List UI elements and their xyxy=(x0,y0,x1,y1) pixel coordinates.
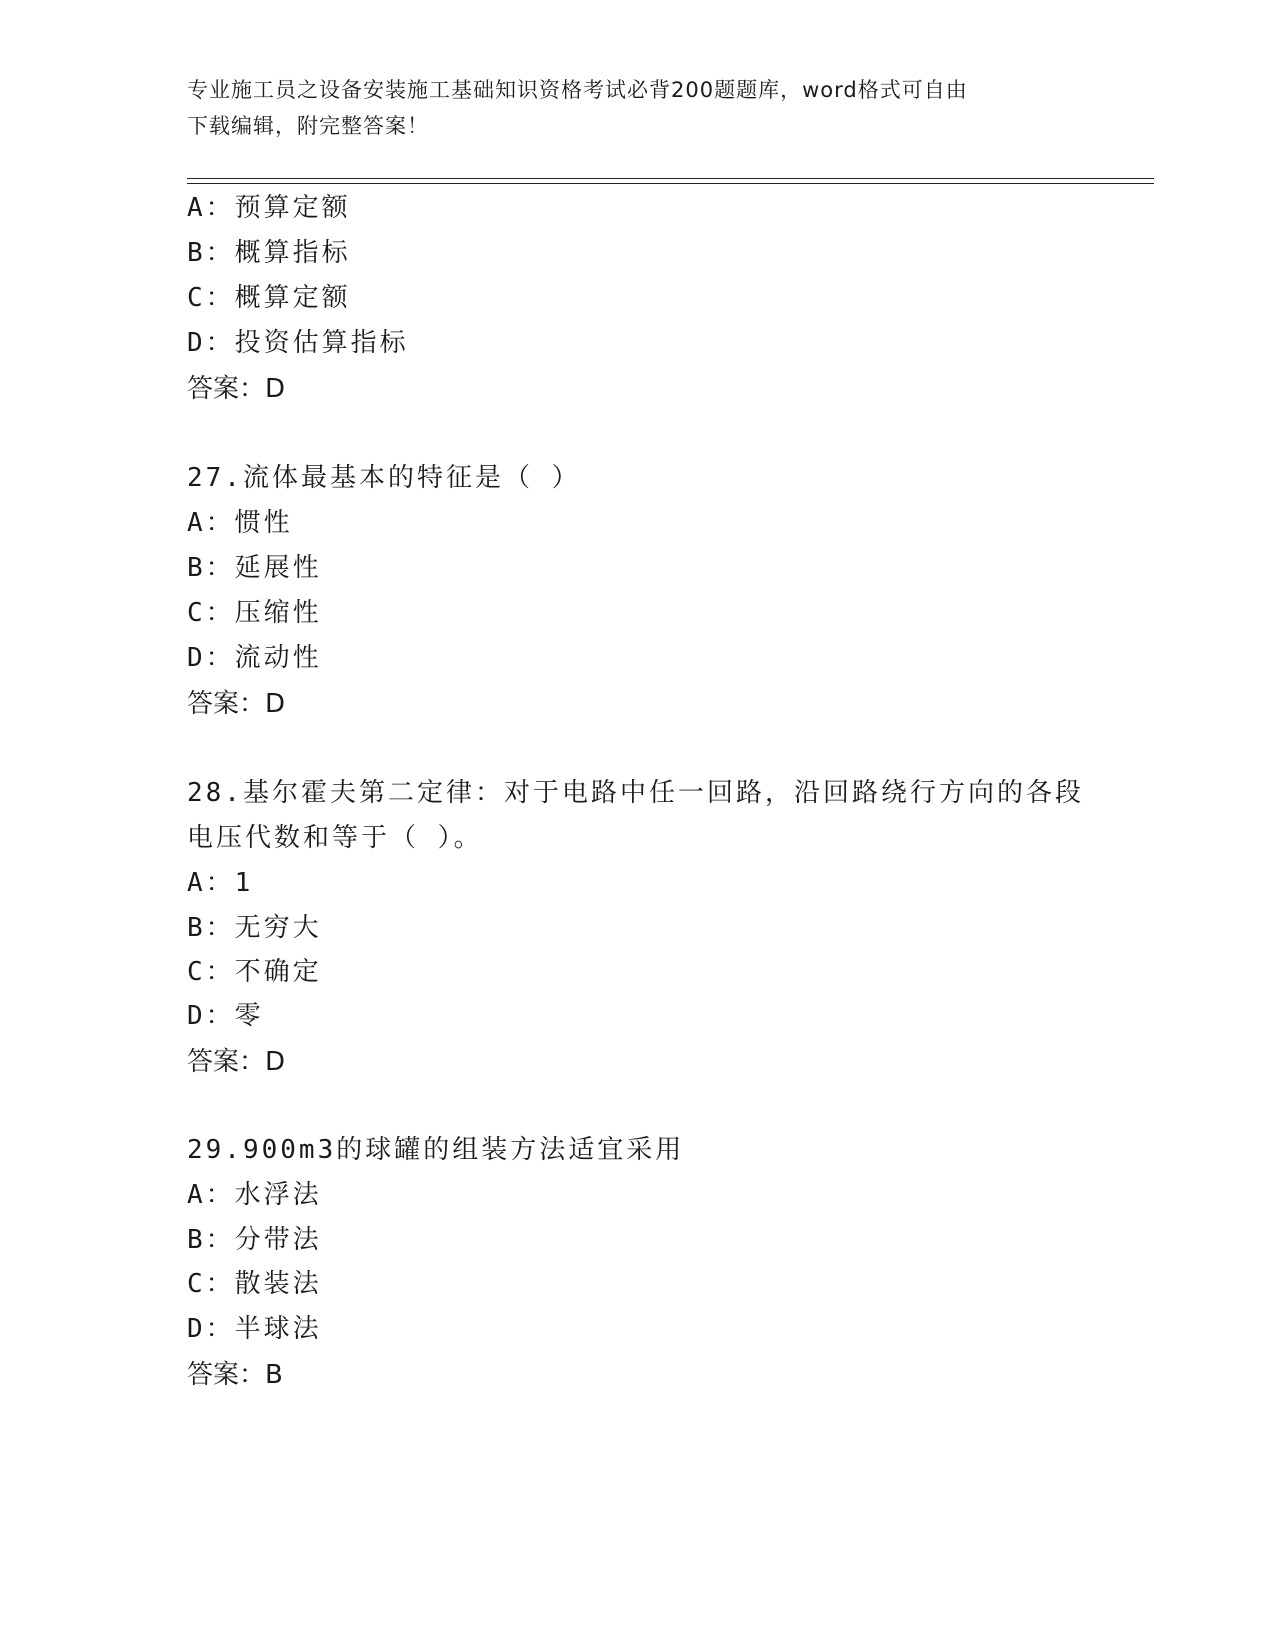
q26-answer: 答案：D xyxy=(187,374,286,404)
q26-option-d: D：投资估算指标 xyxy=(187,328,409,358)
q26-option-c: C：概算定额 xyxy=(187,283,351,313)
q29-option-d: D：半球法 xyxy=(187,1314,322,1344)
q28-option-d: D：零 xyxy=(187,1001,264,1031)
q27-question: 27.流体最基本的特征是（ ） xyxy=(187,463,581,493)
q28-question-line-1: 28.基尔霍夫第二定律：对于电路中任一回路，沿回路绕行方向的各段 xyxy=(187,778,1084,808)
q28-answer: 答案：D xyxy=(187,1047,286,1077)
header-line-1: 专业施工员之设备安装施工基础知识资格考试必背200题题库，word格式可自由 xyxy=(187,78,968,102)
header-divider-bottom xyxy=(187,183,1154,184)
q29-answer: 答案：B xyxy=(187,1360,283,1390)
q28-option-b: B：无穷大 xyxy=(187,913,322,943)
q29-question: 29.900m3的球罐的组装方法适宜采用 xyxy=(187,1135,685,1165)
q27-option-b: B：延展性 xyxy=(187,553,322,583)
q26-option-b: B：概算指标 xyxy=(187,238,351,268)
q28-option-a: A：1 xyxy=(187,868,254,898)
q28-option-c: C：不确定 xyxy=(187,957,322,987)
q26-option-a: A：预算定额 xyxy=(187,193,351,223)
q28-question-line-2: 电压代数和等于（ ）。 xyxy=(187,823,483,853)
document-header xyxy=(187,72,1067,144)
header-divider-top xyxy=(187,178,1154,179)
q29-option-c: C：散装法 xyxy=(187,1269,322,1299)
header-line-2: 下载编辑，附完整答案！ xyxy=(187,114,429,138)
q29-option-b: B：分带法 xyxy=(187,1225,322,1255)
q27-option-a: A：惯性 xyxy=(187,508,293,538)
q27-option-d: D：流动性 xyxy=(187,643,322,673)
q27-option-c: C：压缩性 xyxy=(187,598,322,628)
q27-answer: 答案：D xyxy=(187,689,286,719)
q29-option-a: A：水浮法 xyxy=(187,1180,322,1210)
